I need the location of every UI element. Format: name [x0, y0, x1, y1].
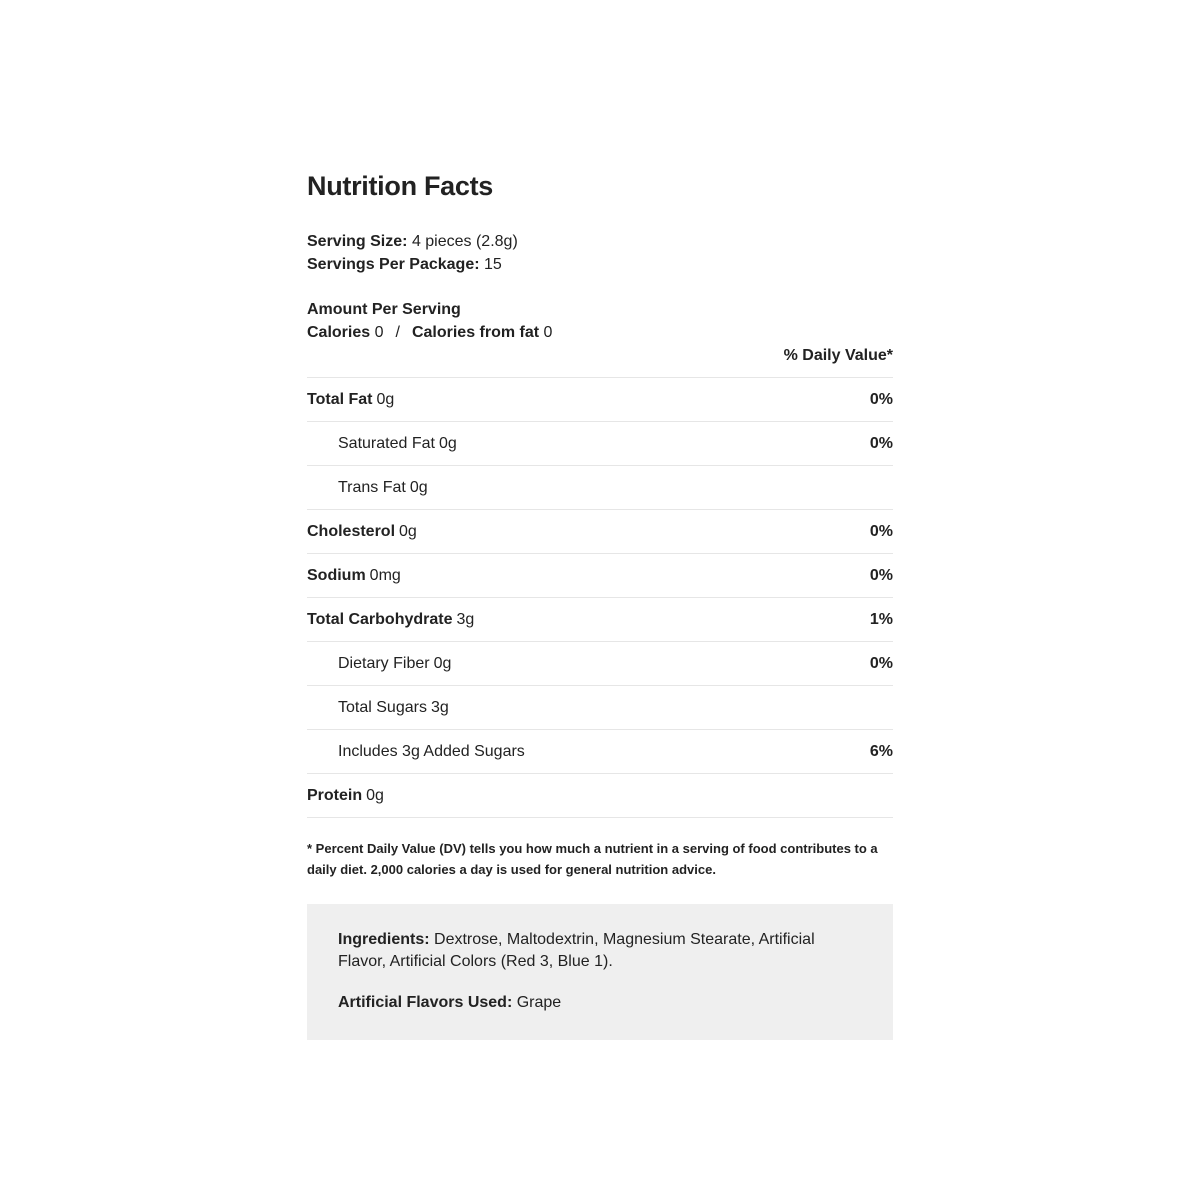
nutrient-name: Total Sugars — [338, 698, 427, 716]
servings-per-package-value: 15 — [484, 256, 502, 273]
nutrient-amount: 0g — [433, 654, 452, 672]
serving-size — [307, 230, 893, 253]
nutrient-name: Total Carbohydrate — [307, 610, 453, 628]
servings-per-package — [307, 253, 893, 276]
nutrient-daily-value: 0% — [869, 654, 893, 672]
nutrient-row — [307, 378, 893, 422]
nutrient-row — [307, 730, 893, 774]
page-title: Nutrition Facts — [307, 171, 494, 201]
daily-value-header: % Daily Value* — [307, 344, 893, 378]
nutrient-daily-value: 0% — [869, 566, 893, 584]
calories-line — [307, 321, 893, 344]
nutrient-name: Saturated Fat — [338, 434, 435, 452]
nutrient-daily-value: 1% — [869, 610, 893, 628]
amount-per-serving-heading: Amount Per Serving — [307, 301, 461, 318]
nutrient-name: Protein — [307, 786, 363, 804]
ingredients-label: Ingredients: — [338, 931, 430, 948]
servings-per-package-label: Servings Per Package: — [307, 256, 480, 273]
nutrient-amount: 0g — [399, 522, 417, 540]
nutrient-amount: 0mg — [369, 566, 401, 584]
nutrient-row — [307, 774, 893, 818]
nutrient-name: Cholesterol — [307, 522, 396, 540]
calories-from-fat-label: Calories from fat — [411, 324, 540, 341]
nutrient-amount: 3g — [456, 610, 475, 628]
amount-per-serving — [307, 298, 893, 344]
nutrient-row — [307, 422, 893, 466]
calories-separator: / — [395, 324, 400, 341]
artificial-flavors-value: Grape — [516, 994, 562, 1011]
artificial-flavors — [338, 992, 862, 1014]
ingredients-box — [307, 904, 893, 1040]
nutrient-row — [307, 686, 893, 730]
nutrient-name: Dietary Fiber — [338, 654, 430, 672]
nutrient-amount: 0g — [376, 390, 395, 408]
nutrient-amount: 3g — [430, 698, 449, 716]
nutrient-name: Sodium — [307, 566, 366, 584]
nutrition-panel — [307, 168, 893, 1040]
calories-label: Calories — [307, 324, 371, 341]
nutrient-row — [307, 642, 893, 686]
nutrient-amount: 0g — [438, 434, 457, 452]
artificial-flavors-label: Artificial Flavors Used: — [338, 994, 513, 1011]
serving-size-label: Serving Size: — [307, 233, 408, 250]
nutrient-name: Includes 3g Added Sugars — [338, 742, 525, 760]
nutrient-row — [307, 466, 893, 510]
daily-value-footnote: * Percent Daily Value (DV) tells you how much a nutrient in a serving of food contributes to a daily diet. 2,000 calories a day is used for general nutrition advice. — [307, 841, 878, 877]
nutrient-name: Trans Fat — [338, 478, 406, 496]
nutrient-daily-value: 0% — [869, 522, 893, 540]
calories-value: 0 — [374, 324, 384, 341]
nutrient-amount: 0g — [366, 786, 384, 804]
nutrient-table — [307, 378, 893, 818]
nutrient-name: Total Fat — [307, 390, 373, 408]
ingredients-text-block — [338, 929, 862, 973]
nutrient-row — [307, 510, 893, 554]
nutrient-daily-value: 6% — [869, 742, 893, 760]
nutrient-daily-value: 0% — [869, 434, 893, 452]
nutrient-daily-value: 0% — [869, 390, 893, 408]
calories-from-fat-value: 0 — [543, 324, 553, 341]
serving-info — [307, 230, 893, 276]
nutrient-row — [307, 598, 893, 642]
nutrient-amount: 0g — [409, 478, 428, 496]
serving-size-value: 4 pieces (2.8g) — [411, 233, 518, 250]
ingredients-list: Dextrose, Maltodextrin, Magnesium Stearate, Artificial Flavor, Artificial Colors (Red 3, Blue 1). — [338, 931, 815, 970]
nutrient-row — [307, 554, 893, 598]
